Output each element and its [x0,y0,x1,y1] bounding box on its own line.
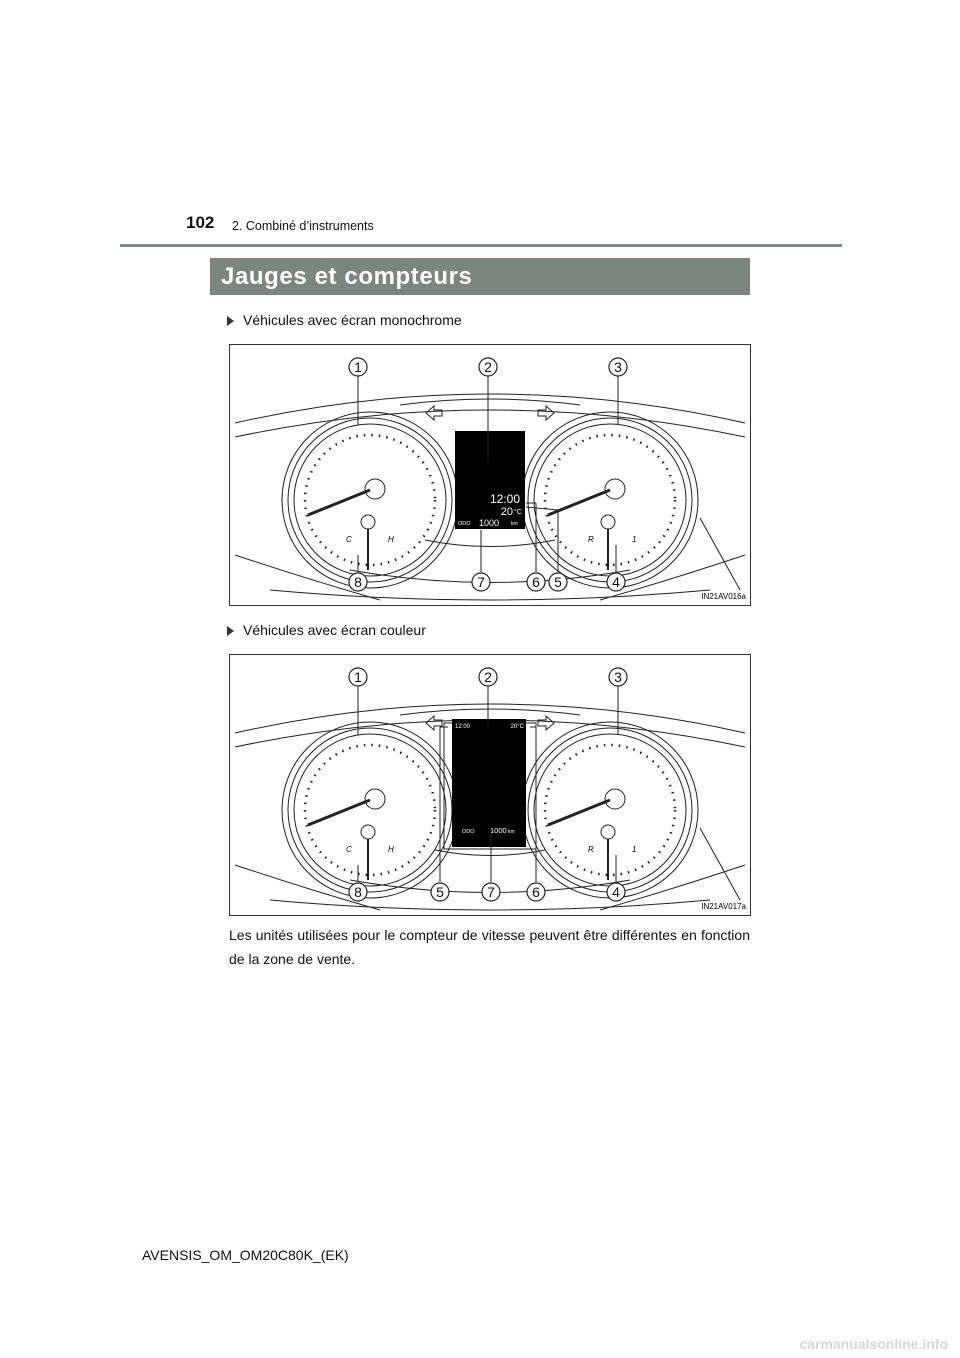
svg-text:3: 3 [614,359,622,375]
callout-8 [349,573,367,591]
section-title: Jauges et compteurs [221,263,473,290]
display-temp: 20 [500,506,513,518]
instrument-cluster-color-illustration [230,655,750,915]
right-turn-arrow-icon [538,716,554,730]
chapter-title: 2. Combiné d’instruments [232,219,374,233]
right-gauge [522,722,698,898]
callout-2 [479,668,497,686]
svg-text:8: 8 [354,574,362,590]
figure-2-subtitle: Véhicules avec écran couleur [227,622,426,638]
svg-text:8: 8 [354,884,362,900]
footer-doc-code: AVENSIS_OM_OM20C80K_(EK) [142,1247,349,1263]
callout-5 [431,883,449,901]
display-odo-label: ODO [462,829,475,835]
svg-text:1: 1 [354,669,362,685]
svg-text:7: 7 [487,884,495,900]
callout-3 [609,668,627,686]
svg-text:H: H [388,845,394,854]
figure-2-code: IN21AV017a [701,902,746,911]
callout-4 [607,573,625,591]
body-paragraph: Les unités utilisées pour le compteur de vitesse peuvent être différentes en fonction de la zone de vente. [229,927,750,967]
callout-3 [609,358,627,376]
svg-text:4: 4 [612,574,620,590]
right-gauge [522,412,698,588]
svg-text:4: 4 [612,884,620,900]
display-odo-unit: km [511,521,518,527]
display-clock: 12:00 [455,724,471,730]
callout-5 [549,573,567,591]
display-temp: 20°C [510,724,524,730]
svg-text:R: R [588,845,594,854]
svg-text:1: 1 [632,845,637,854]
display-odo-value: 1000 [490,826,507,835]
section-banner [210,258,750,295]
svg-text:5: 5 [436,884,444,900]
left-gauge [282,722,458,898]
multi-info-display [452,719,526,847]
left-gauge [282,412,458,588]
callout-8 [349,883,367,901]
figure-1 [229,344,751,606]
callout-1 [349,358,367,376]
svg-text:2: 2 [484,359,492,375]
svg-text:6: 6 [532,884,540,900]
svg-text:7: 7 [477,574,485,590]
header-rule [120,244,842,247]
instrument-cluster-monochrome-illustration [230,345,750,605]
svg-text:1: 1 [632,535,637,544]
figure-1-subtitle: Véhicules avec écran monochrome [227,312,462,328]
svg-text:6: 6 [532,574,540,590]
triangle-bullet-icon [227,316,234,326]
svg-text:C: C [346,535,352,544]
svg-text:C: C [346,845,352,854]
svg-text:5: 5 [554,574,562,590]
page-number: 102 [186,213,215,232]
display-clock: 12:00 [489,492,520,506]
callout-7 [472,573,490,591]
callout-7 [482,883,500,901]
svg-text:1: 1 [354,359,362,375]
svg-text:3: 3 [614,669,622,685]
callout-2 [479,358,497,376]
triangle-bullet-icon [227,626,234,636]
figure-2 [229,654,751,916]
left-turn-arrow-icon [426,406,442,420]
svg-text:R: R [588,535,594,544]
display-odo-unit: km [508,829,515,835]
callout-6 [527,573,545,591]
callout-4 [607,883,625,901]
callout-1 [349,668,367,686]
figure-1-code: IN21AV016a [701,592,746,601]
svg-text:H: H [388,535,394,544]
callout-6 [527,883,545,901]
display-temp-unit: °C [514,509,522,516]
svg-text:2: 2 [484,669,492,685]
watermark: carmanualsonline.info [799,1336,948,1352]
right-turn-arrow-icon [538,406,554,420]
display-odo-value: 1000 [479,518,500,528]
display-odo-label: ODO [458,521,471,527]
